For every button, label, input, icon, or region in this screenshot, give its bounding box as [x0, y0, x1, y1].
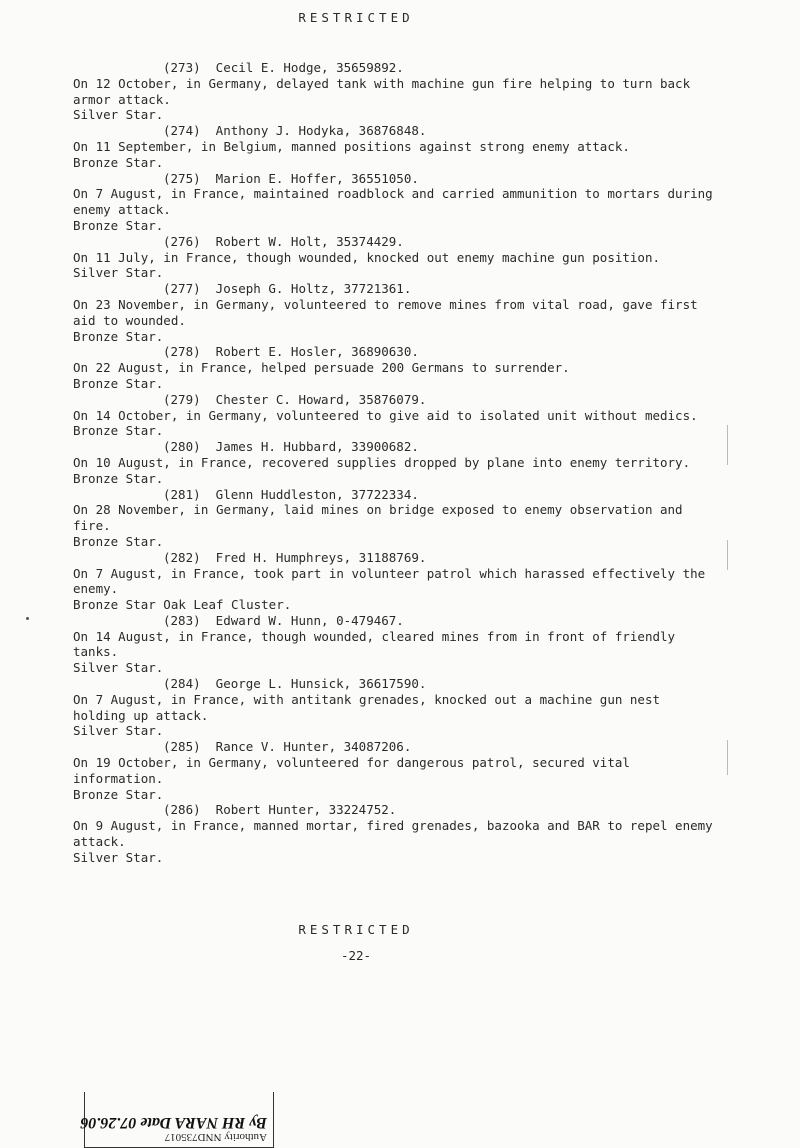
entry-description: On 11 September, in Belgium, manned positions against strong enemy attack. [73, 138, 630, 154]
entry-heading: (274) Anthony J. Hodyka, 36876848. [163, 123, 427, 139]
entry-heading: (286) Robert Hunter, 33224752. [163, 802, 397, 818]
entry-description: On 12 October, in Germany, delayed tank with machine gun fire helping to turn back armor attack. [73, 75, 691, 107]
classification-header: RESTRICTED [298, 10, 414, 25]
stamp-date-signature: By RH NARA Date 07.26.06 [80, 1114, 267, 1131]
list-item [73, 60, 713, 123]
entry-award: Silver Star. [73, 849, 164, 865]
entry-award: Bronze Star. [73, 533, 164, 549]
entry-heading: (285) Rance V. Hunter, 34087206. [163, 739, 412, 755]
entry-description: On 7 August, in France, maintained roadblock and carried ammunition to mortars during enemy attack. [73, 186, 713, 218]
entry-heading: (273) Cecil E. Hodge, 35659892. [163, 60, 404, 75]
list-item [73, 392, 713, 439]
entry-description: On 9 August, in France, manned mortar, fired grenades, bazooka and BAR to repel enemy attack. [73, 818, 713, 850]
entry-award: Bronze Star. [73, 423, 164, 439]
page-number: -22- [340, 948, 372, 963]
entry-award: Bronze Star. [73, 470, 164, 486]
entry-award: Silver Star. [73, 107, 164, 123]
scan-margin-mark [727, 425, 728, 465]
list-item [73, 550, 713, 613]
entry-heading: (277) Joseph G. Holtz, 37721361. [163, 281, 412, 297]
declassification-stamp [80, 1092, 274, 1148]
entry-description: On 23 November, in Germany, volunteered to remove mines from vital road, gave first aid to wounded. [73, 296, 698, 328]
classification-footer: RESTRICTED [298, 922, 414, 937]
entry-award: Silver Star. [73, 723, 164, 739]
scan-speck [26, 617, 29, 620]
entry-heading: (283) Edward W. Hunn, 0-479467. [163, 612, 404, 628]
list-item [73, 802, 713, 865]
entry-award: Silver Star. [73, 660, 164, 676]
entry-description: On 11 July, in France, though wounded, knocked out enemy machine gun position. [73, 249, 660, 265]
entry-description: On 7 August, in France, took part in volunteer patrol which harassed effectively the enemy. [73, 565, 706, 597]
list-item [73, 487, 713, 550]
entry-description: On 10 August, in France, recovered supplies dropped by plane into enemy territory. [73, 454, 691, 470]
entry-heading: (281) Glenn Huddleston, 37722334. [163, 486, 419, 502]
entry-description: On 22 August, in France, helped persuade 200 Germans to surrender. [73, 360, 570, 376]
entry-description: On 14 August, in France, though wounded, cleared mines from in front of friendly tanks. [73, 628, 676, 660]
entry-heading: (278) Robert E. Hosler, 36890630. [163, 344, 419, 360]
entry-award: Bronze Star. [73, 375, 164, 391]
entry-heading: (284) George L. Hunsick, 36617590. [163, 676, 427, 692]
award-entries-list [73, 60, 713, 866]
entry-heading: (275) Marion E. Hoffer, 36551050. [163, 170, 419, 186]
entry-award: Bronze Star Oak Leaf Cluster. [73, 597, 292, 613]
list-item [73, 281, 713, 344]
list-item [73, 676, 713, 739]
entry-heading: (282) Fred H. Humphreys, 31188769. [163, 549, 427, 565]
entry-description: On 19 October, in Germany, volunteered for dangerous patrol, secured vital information. [73, 755, 630, 786]
list-item [73, 613, 713, 676]
entry-award: Silver Star. [73, 265, 164, 281]
list-item [73, 739, 713, 802]
scan-margin-mark [727, 740, 728, 775]
entry-description: On 28 November, in Germany, laid mines on bridge exposed to enemy observation and fire. [73, 502, 683, 534]
entry-award: Bronze Star. [73, 154, 164, 170]
list-item [73, 344, 713, 391]
list-item [73, 234, 713, 281]
entry-description: On 14 October, in Germany, volunteered to give aid to isolated unit without medics. [73, 407, 698, 423]
list-item [73, 439, 713, 486]
stamp-authority: Authority NND735017 [164, 1131, 267, 1143]
entry-award: Bronze Star. [73, 328, 164, 344]
entry-award: Bronze Star. [73, 786, 164, 802]
scan-margin-mark [727, 540, 728, 570]
entry-heading: (276) Robert W. Holt, 35374429. [163, 233, 404, 249]
entry-heading: (279) Chester C. Howard, 35876079. [163, 391, 427, 407]
list-item [73, 171, 713, 234]
entry-description: On 7 August, in France, with antitank grenades, knocked out a machine gun nest holding up attack. [73, 691, 660, 723]
entry-award: Bronze Star. [73, 217, 164, 233]
list-item [73, 123, 713, 170]
entry-heading: (280) James H. Hubbard, 33900682. [163, 439, 419, 455]
